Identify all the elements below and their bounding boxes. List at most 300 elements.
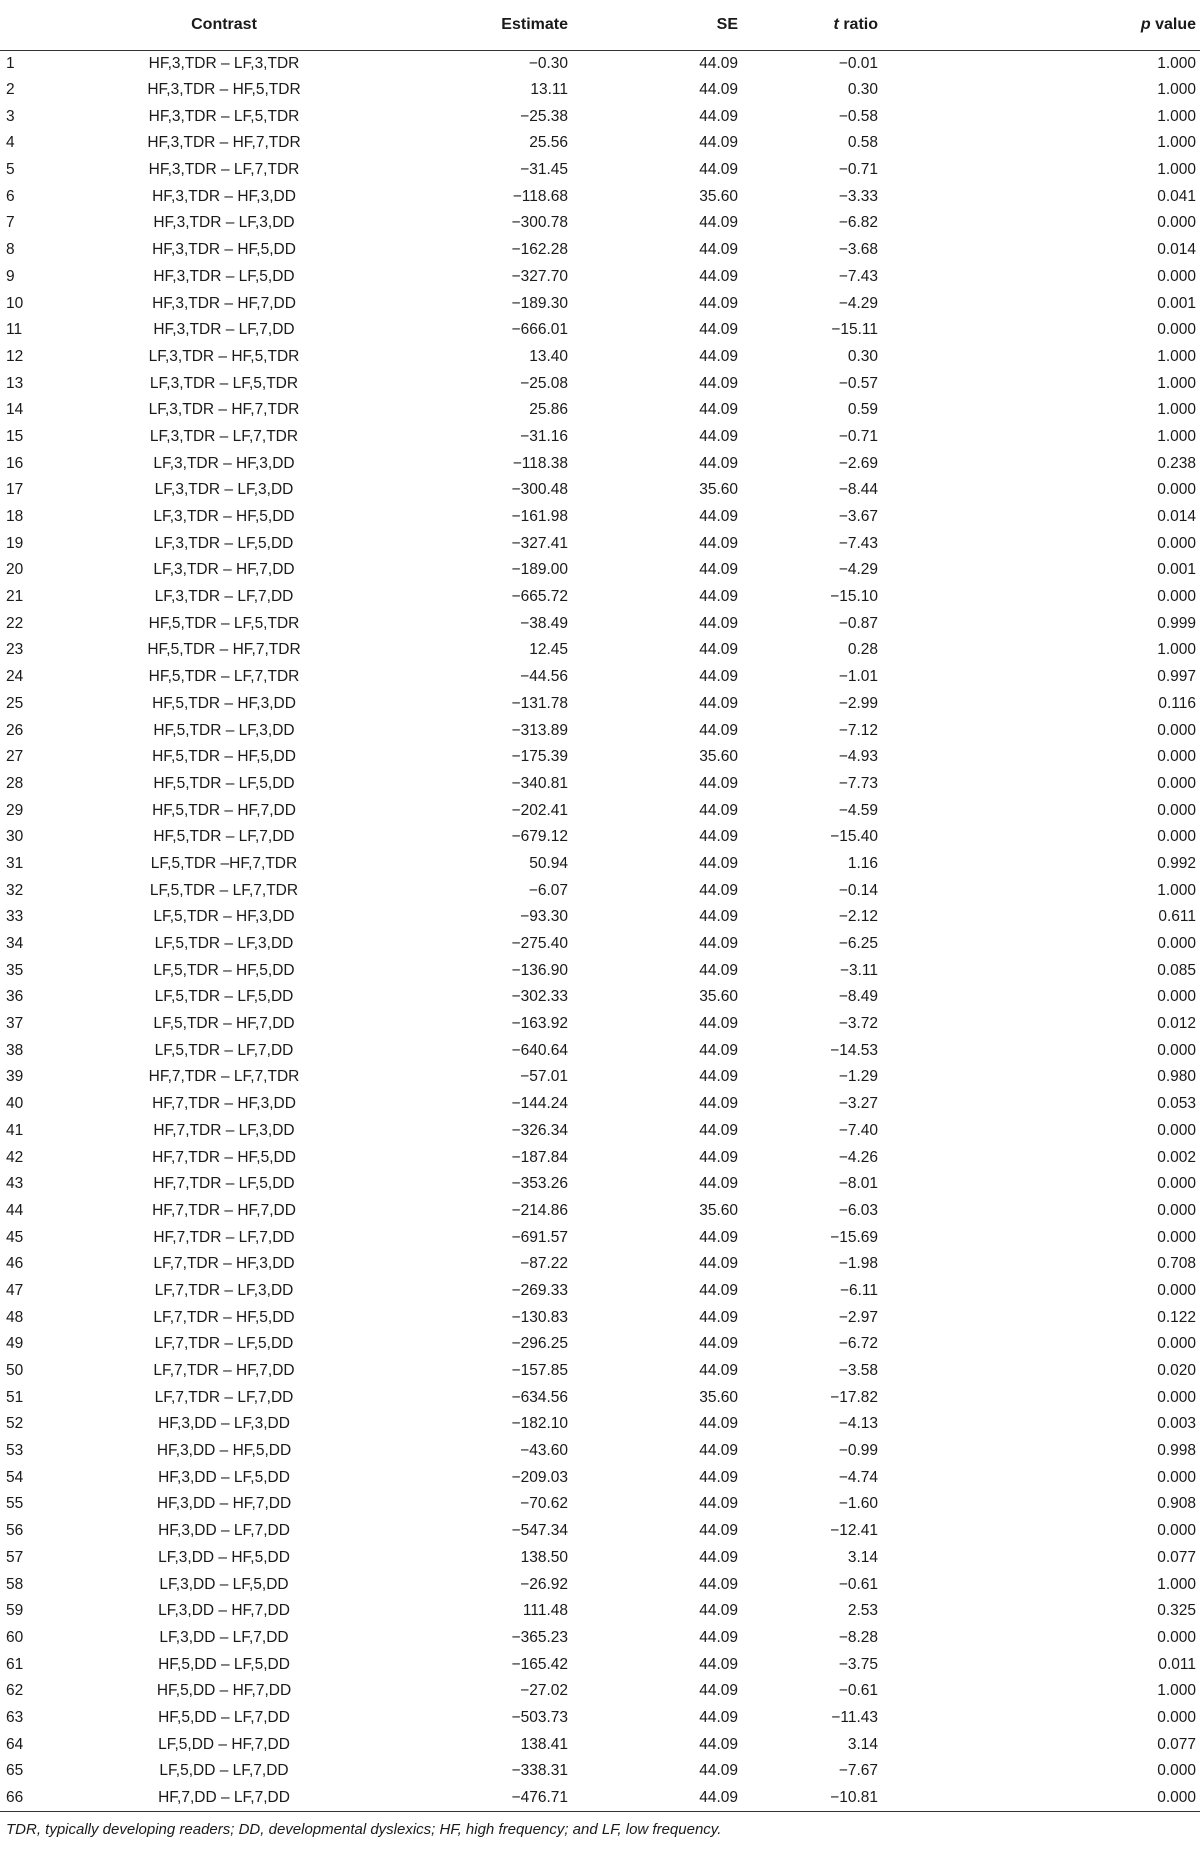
estimate-cell: −26.92: [520, 1575, 568, 1593]
row-number: 37: [6, 1015, 24, 1033]
table-row: [0, 984, 1200, 1011]
se-cell: 44.09: [699, 81, 738, 99]
p-value-cell: 0.000: [1157, 214, 1196, 232]
row-number: 55: [6, 1495, 24, 1513]
table-row: [0, 290, 1200, 317]
se-cell: 44.09: [699, 1015, 738, 1033]
p-value-cell: 0.020: [1157, 1362, 1196, 1380]
contrast-cell: HF,3,DD – HF,7,DD: [156, 1495, 292, 1513]
row-number: 48: [6, 1308, 24, 1326]
contrast-cell: HF,5,DD – LF,7,DD: [158, 1708, 290, 1726]
row-number: 58: [6, 1575, 24, 1593]
table-row: [0, 1651, 1200, 1678]
t-ratio-cell: −12.41: [830, 1522, 878, 1540]
p-value-cell: 0.000: [1157, 721, 1196, 739]
row-number: 63: [6, 1708, 24, 1726]
t-ratio-cell: −8.01: [838, 1175, 878, 1193]
row-number: 35: [6, 961, 24, 979]
contrast-cell: LF,3,TDR – LF,7,DD: [154, 588, 294, 606]
estimate-cell: −340.81: [511, 774, 568, 792]
header-se: SE: [580, 0, 780, 50]
row-number: 39: [6, 1068, 24, 1086]
se-cell: 44.09: [699, 1228, 738, 1246]
t-ratio-cell: −0.71: [838, 427, 878, 445]
contrast-cell: HF,5,DD – LF,5,DD: [158, 1655, 290, 1673]
p-value-cell: 1.000: [1157, 1682, 1196, 1700]
se-cell: 44.09: [699, 935, 738, 953]
row-number: 24: [6, 668, 24, 686]
estimate-cell: −27.02: [520, 1682, 568, 1700]
contrast-cell: HF,5,TDR – HF,7,TDR: [147, 641, 301, 659]
contrast-cell: HF,3,TDR – HF,5,DD: [152, 241, 296, 259]
se-cell: 44.09: [699, 1068, 738, 1086]
table-row: [0, 1705, 1200, 1732]
p-value-cell: 1.000: [1157, 401, 1196, 419]
estimate-cell: 13.40: [529, 347, 568, 365]
t-ratio-cell: −6.25: [838, 935, 878, 953]
table-row: [0, 1545, 1200, 1572]
estimate-cell: −43.60: [520, 1442, 568, 1460]
estimate-cell: −25.08: [520, 374, 568, 392]
p-value-cell: 1.000: [1157, 81, 1196, 99]
estimate-cell: −189.30: [511, 294, 568, 312]
t-ratio-cell: −3.58: [838, 1362, 878, 1380]
p-value-cell: 1.000: [1157, 641, 1196, 659]
p-value-cell: 0.999: [1157, 614, 1196, 632]
estimate-cell: −338.31: [511, 1762, 568, 1780]
row-number: 49: [6, 1335, 24, 1353]
t-ratio-cell: −4.74: [838, 1468, 878, 1486]
p-value-cell: 0.000: [1157, 1708, 1196, 1726]
contrast-cell: HF,5,TDR – HF,7,DD: [152, 801, 296, 819]
contrast-cell: LF,3,TDR – LF,7,TDR: [149, 427, 299, 445]
p-value-cell: 1.000: [1157, 107, 1196, 125]
p-value-cell: 0.001: [1157, 294, 1196, 312]
p-value-cell: 0.003: [1157, 1415, 1196, 1433]
row-number: 53: [6, 1442, 24, 1460]
t-ratio-cell: −3.72: [838, 1015, 878, 1033]
estimate-cell: −302.33: [511, 988, 568, 1006]
se-cell: 44.09: [699, 241, 738, 259]
contrast-cell: HF,3,TDR – HF,3,DD: [152, 187, 296, 205]
se-cell: 44.09: [699, 774, 738, 792]
table-row: [0, 1358, 1200, 1385]
row-number: 13: [6, 374, 24, 392]
estimate-cell: −353.26: [511, 1175, 568, 1193]
t-ratio-cell: −7.40: [838, 1121, 878, 1139]
header-contrast: Contrast: [60, 0, 388, 50]
estimate-cell: −300.78: [511, 214, 568, 232]
row-number: 29: [6, 801, 24, 819]
table-row: [0, 851, 1200, 878]
row-number: 5: [6, 161, 15, 179]
row-number: 40: [6, 1095, 24, 1113]
row-number: 19: [6, 534, 24, 552]
row-number: 41: [6, 1121, 24, 1139]
se-cell: 44.09: [699, 908, 738, 926]
se-cell: 35.60: [699, 1201, 738, 1219]
contrast-cell: LF,3,TDR – LF,5,DD: [154, 534, 294, 552]
row-number: 33: [6, 908, 24, 926]
se-cell: 44.09: [699, 107, 738, 125]
t-ratio-cell: −3.75: [838, 1655, 878, 1673]
estimate-cell: −57.01: [520, 1068, 568, 1086]
estimate-cell: −38.49: [520, 614, 568, 632]
p-value-cell: 0.000: [1157, 1175, 1196, 1193]
table-row: [0, 557, 1200, 584]
estimate-cell: −503.73: [511, 1708, 568, 1726]
table-row: [0, 504, 1200, 531]
p-value-cell: 0.077: [1157, 1548, 1196, 1566]
row-number: 7: [6, 214, 15, 232]
t-ratio-cell: −6.11: [839, 1281, 878, 1299]
contrast-cell: LF,3,TDR – HF,5,TDR: [148, 347, 300, 365]
estimate-cell: −640.64: [511, 1041, 568, 1059]
estimate-cell: −326.34: [511, 1121, 568, 1139]
estimate-cell: −6.07: [528, 881, 568, 899]
contrast-cell: LF,5,TDR – LF,7,TDR: [149, 881, 299, 899]
table-row: [0, 904, 1200, 931]
t-ratio-cell: −6.82: [838, 214, 878, 232]
t-ratio-cell: −0.99: [838, 1442, 878, 1460]
row-number: 20: [6, 561, 24, 579]
contrast-cell: HF,7,DD – LF,7,DD: [60, 1785, 388, 1812]
row-number: 27: [6, 748, 24, 766]
p-value-cell: 1.000: [1157, 347, 1196, 365]
estimate-cell: −165.42: [511, 1655, 568, 1673]
header-t-ratio-italic: t: [833, 15, 839, 33]
p-value-cell: 0.041: [1157, 187, 1196, 205]
contrast-cell: LF,7,TDR – LF,3,DD: [154, 1281, 294, 1299]
se-cell: 44.09: [699, 1442, 738, 1460]
contrast-cell: LF,5,DD – LF,7,DD: [159, 1762, 289, 1780]
p-value-cell: 0.980: [1157, 1068, 1196, 1086]
row-number: 2: [6, 81, 15, 99]
table-row: [0, 1518, 1200, 1545]
estimate-cell: 138.41: [520, 1735, 568, 1753]
p-value-cell: 0.000: [1157, 1121, 1196, 1139]
t-ratio-cell: −0.58: [838, 107, 878, 125]
row-number: 11: [6, 321, 23, 339]
se-cell: 44.09: [699, 1362, 738, 1380]
table-row: [0, 637, 1200, 664]
row-number: 64: [6, 1735, 24, 1753]
table-row: [0, 1758, 1200, 1785]
contrast-cell: HF,3,TDR – LF,3,TDR: [148, 54, 300, 72]
header-t-ratio-rest: ratio: [838, 15, 878, 33]
t-ratio-cell: −6.72: [838, 1335, 878, 1353]
p-value-cell: 0.000: [1157, 828, 1196, 846]
contrast-cell: HF,3,TDR – HF,7,TDR: [147, 134, 301, 152]
table-row: [0, 1384, 1200, 1411]
p-value-cell: 0.001: [1157, 561, 1196, 579]
t-ratio-cell: −0.87: [838, 614, 878, 632]
row-number: 25: [6, 694, 24, 712]
t-ratio-cell: −14.53: [830, 1041, 878, 1059]
table-row: [0, 183, 1200, 210]
table-row: [0, 1411, 1200, 1438]
t-ratio-cell: −15.10: [830, 588, 878, 606]
se-cell: 35.60: [699, 187, 738, 205]
contrast-cell: HF,7,TDR – HF,7,DD: [152, 1201, 296, 1219]
table-row: [0, 957, 1200, 984]
table-row: [0, 1224, 1200, 1251]
se-cell: 44.09: [699, 1175, 738, 1193]
se-cell: 44.09: [699, 294, 738, 312]
se-cell: 35.60: [699, 988, 738, 1006]
table-row: [0, 1118, 1200, 1145]
estimate-cell: 50.94: [529, 854, 568, 872]
contrast-cell: HF,7,TDR – HF,5,DD: [152, 1148, 296, 1166]
contrast-cell: HF,3,TDR – HF,5,TDR: [147, 81, 301, 99]
p-value-cell: 0.708: [1157, 1255, 1196, 1273]
row-number: 34: [6, 935, 24, 953]
t-ratio-cell: −0.01: [838, 54, 878, 72]
header-estimate: Estimate: [388, 0, 580, 50]
p-value-cell: 0.011: [1158, 1655, 1196, 1673]
estimate-cell: −130.83: [511, 1308, 568, 1326]
table-row: [0, 1331, 1200, 1358]
t-ratio-cell: −8.44: [838, 481, 878, 499]
table-row: [0, 210, 1200, 237]
table-row: [0, 424, 1200, 451]
p-value-cell: 0.325: [1157, 1602, 1196, 1620]
table-footnote: TDR, typically developing readers; DD, developmental dyslexics; HF, high frequency; and LF, low frequency.: [6, 1820, 722, 1838]
contrast-cell: HF,5,TDR – LF,5,TDR: [148, 614, 300, 632]
row-number: 17: [6, 481, 24, 499]
t-ratio-cell: −2.99: [838, 694, 878, 712]
se-cell: 44.09: [699, 1468, 738, 1486]
p-value-cell: 0.002: [1157, 1148, 1196, 1166]
se-cell: 44.09: [699, 1121, 738, 1139]
se-cell: 44.09: [699, 1628, 738, 1646]
t-ratio-cell: −7.73: [838, 774, 878, 792]
contrast-cell: LF,3,TDR – HF,3,DD: [153, 454, 295, 472]
header-row: [0, 0, 1200, 50]
se-cell: 44.09: [699, 1762, 738, 1780]
p-value-cell: 1.000: [1157, 374, 1196, 392]
header-p-value-italic: p: [1140, 15, 1151, 33]
se-cell: 44.09: [699, 534, 738, 552]
table-row: [0, 931, 1200, 958]
t-ratio-cell: −1.98: [838, 1255, 878, 1273]
se-cell: 44.09: [699, 668, 738, 686]
p-value-cell: 0.077: [1157, 1735, 1196, 1753]
table-body: [0, 50, 1200, 1811]
row-number: 52: [6, 1415, 24, 1433]
t-ratio-cell: −1.29: [838, 1068, 878, 1086]
estimate-cell: −161.98: [511, 508, 568, 526]
t-ratio-cell: 0.30: [847, 347, 878, 365]
table-row: [0, 77, 1200, 104]
t-ratio-cell: −15.69: [830, 1228, 878, 1246]
table-row: [0, 450, 1200, 477]
se-cell: 35.60: [699, 1388, 738, 1406]
p-value-cell: 1.000: [1157, 881, 1196, 899]
p-value-cell: 0.000: [1157, 1522, 1196, 1540]
estimate-cell: −44.56: [520, 668, 568, 686]
se-cell: 44.09: [699, 1708, 738, 1726]
p-value-cell: 0.000: [1157, 481, 1196, 499]
contrast-cell: HF,5,TDR – HF,5,DD: [152, 748, 296, 766]
estimate-cell: −118.38: [512, 454, 568, 472]
header-p-value-rest: value: [1150, 15, 1196, 33]
se-cell: 44.09: [699, 1335, 738, 1353]
se-cell: 44.09: [699, 508, 738, 526]
table-row: [0, 1464, 1200, 1491]
t-ratio-cell: −4.26: [838, 1148, 878, 1166]
p-value-cell: 0.085: [1157, 961, 1196, 979]
p-value-cell: 1.000: [1157, 161, 1196, 179]
estimate-cell: −93.30: [520, 908, 568, 926]
t-ratio-cell: −1.01: [838, 668, 878, 686]
table-row: [0, 1144, 1200, 1171]
contrast-cell: LF,5,TDR – HF,5,DD: [153, 961, 295, 979]
estimate-cell: −214.86: [511, 1201, 568, 1219]
row-number: 23: [6, 641, 24, 659]
contrast-cell: HF,3,TDR – LF,5,TDR: [148, 107, 300, 125]
contrast-cell: LF,3,DD – LF,5,DD: [159, 1575, 289, 1593]
estimate-cell: 25.86: [529, 401, 568, 419]
se-cell: 44.09: [580, 1785, 780, 1812]
row-number: 8: [6, 241, 15, 259]
table-row: [0, 1198, 1200, 1225]
t-ratio-cell: 1.16: [847, 854, 878, 872]
table-row: [0, 584, 1200, 611]
p-value-cell: 0.000: [1157, 1762, 1196, 1780]
row-number: 46: [6, 1255, 24, 1273]
t-ratio-cell: −0.57: [838, 374, 878, 392]
table-row: [0, 130, 1200, 157]
se-cell: 44.09: [699, 1575, 738, 1593]
table-row: [0, 397, 1200, 424]
row-number: 44: [6, 1201, 24, 1219]
row-number: 30: [6, 828, 24, 846]
table-row: [0, 717, 1200, 744]
p-value-cell: 0.238: [1157, 454, 1196, 472]
row-number: 3: [6, 107, 15, 125]
contrast-cell: LF,3,TDR – HF,7,TDR: [148, 401, 300, 419]
se-cell: 44.09: [699, 1041, 738, 1059]
row-number: 22: [6, 614, 24, 632]
contrast-cell: HF,3,TDR – LF,5,DD: [153, 267, 295, 285]
se-cell: 44.09: [699, 614, 738, 632]
estimate-cell: −275.40: [511, 935, 568, 953]
contrast-cell: LF,7,TDR – LF,5,DD: [154, 1335, 294, 1353]
se-cell: 44.09: [699, 1148, 738, 1166]
row-number: 36: [6, 988, 24, 1006]
t-ratio-cell: −3.11: [839, 961, 878, 979]
p-value-cell: 0.000: [1157, 1628, 1196, 1646]
table-row: [0, 370, 1200, 397]
row-number: 28: [6, 774, 24, 792]
header-p-value: [990, 0, 1200, 50]
se-cell: 44.09: [699, 401, 738, 419]
p-value-cell: 0.000: [1157, 988, 1196, 1006]
table-row: [0, 1785, 1200, 1812]
row-number: 56: [6, 1522, 24, 1540]
estimate-cell: −187.84: [511, 1148, 568, 1166]
t-ratio-cell: −15.11: [831, 321, 878, 339]
t-ratio-cell: −2.12: [838, 908, 878, 926]
estimate-cell: −691.57: [511, 1228, 568, 1246]
contrast-cell: HF,7,TDR – LF,7,DD: [153, 1228, 295, 1246]
p-value-cell: 0.000: [1157, 1281, 1196, 1299]
se-cell: 44.09: [699, 1281, 738, 1299]
se-cell: 44.09: [699, 1308, 738, 1326]
t-ratio-cell: −7.43: [838, 534, 878, 552]
estimate-cell: −666.01: [511, 321, 568, 339]
contrast-cell: HF,7,TDR – LF,5,DD: [153, 1175, 295, 1193]
estimate-cell: −136.90: [511, 961, 568, 979]
se-cell: 44.09: [699, 721, 738, 739]
t-ratio-cell: 3.14: [847, 1548, 878, 1566]
row-number: 57: [6, 1548, 24, 1566]
contrast-cell: LF,3,DD – LF,7,DD: [159, 1628, 289, 1646]
contrast-cell: LF,5,TDR – HF,7,DD: [153, 1015, 295, 1033]
table-row: [0, 50, 1200, 77]
table-row: [0, 797, 1200, 824]
estimate-cell: −313.89: [511, 721, 568, 739]
estimate-cell: −189.00: [511, 561, 568, 579]
p-value-cell: 0.122: [1157, 1308, 1196, 1326]
estimate-cell: −296.25: [511, 1335, 568, 1353]
table-row: [0, 317, 1200, 344]
contrast-cell: HF,5,TDR – LF,3,DD: [153, 721, 295, 739]
row-number: 66: [0, 1785, 60, 1812]
se-cell: 44.09: [699, 1095, 738, 1113]
t-ratio-cell: −1.60: [838, 1495, 878, 1513]
row-number: 50: [6, 1362, 24, 1380]
p-value-cell: 0.000: [1157, 1388, 1196, 1406]
t-ratio-cell: −4.29: [838, 561, 878, 579]
contrast-cell: HF,5,DD – HF,7,DD: [156, 1682, 292, 1700]
estimate-cell: −300.48: [511, 481, 568, 499]
contrast-cell: LF,7,TDR – HF,3,DD: [153, 1255, 295, 1273]
se-cell: 44.09: [699, 588, 738, 606]
t-ratio-cell: −8.28: [838, 1628, 878, 1646]
contrast-cell: LF,3,DD – HF,7,DD: [158, 1602, 290, 1620]
se-cell: 44.09: [699, 267, 738, 285]
estimate-cell: −25.38: [520, 107, 568, 125]
table-row: [0, 1278, 1200, 1305]
t-ratio-cell: −4.13: [838, 1415, 878, 1433]
contrast-cell: LF,3,DD – HF,5,DD: [158, 1548, 290, 1566]
row-number: 45: [6, 1228, 24, 1246]
row-number: 51: [6, 1388, 24, 1406]
se-cell: 44.09: [699, 828, 738, 846]
estimate-cell: 12.45: [529, 641, 568, 659]
p-value-cell: 0.000: [1157, 801, 1196, 819]
estimate-cell: −157.85: [511, 1362, 568, 1380]
contrast-cell: LF,7,TDR – HF,5,DD: [153, 1308, 295, 1326]
p-value-cell: 0.908: [1157, 1495, 1196, 1513]
p-value-cell: 0.000: [1157, 774, 1196, 792]
t-ratio-cell: −3.67: [838, 508, 878, 526]
table-row: [0, 610, 1200, 637]
p-value-cell: 1.000: [1157, 54, 1196, 72]
p-value-cell: 0.053: [1157, 1095, 1196, 1113]
se-cell: 44.09: [699, 694, 738, 712]
se-cell: 44.09: [699, 214, 738, 232]
row-number: 4: [6, 134, 15, 152]
estimate-cell: −118.68: [512, 187, 568, 205]
estimate-cell: −163.92: [511, 1015, 568, 1033]
row-number: 47: [6, 1281, 24, 1299]
table-row: [0, 237, 1200, 264]
se-cell: 44.09: [699, 1255, 738, 1273]
table-row: [0, 691, 1200, 718]
